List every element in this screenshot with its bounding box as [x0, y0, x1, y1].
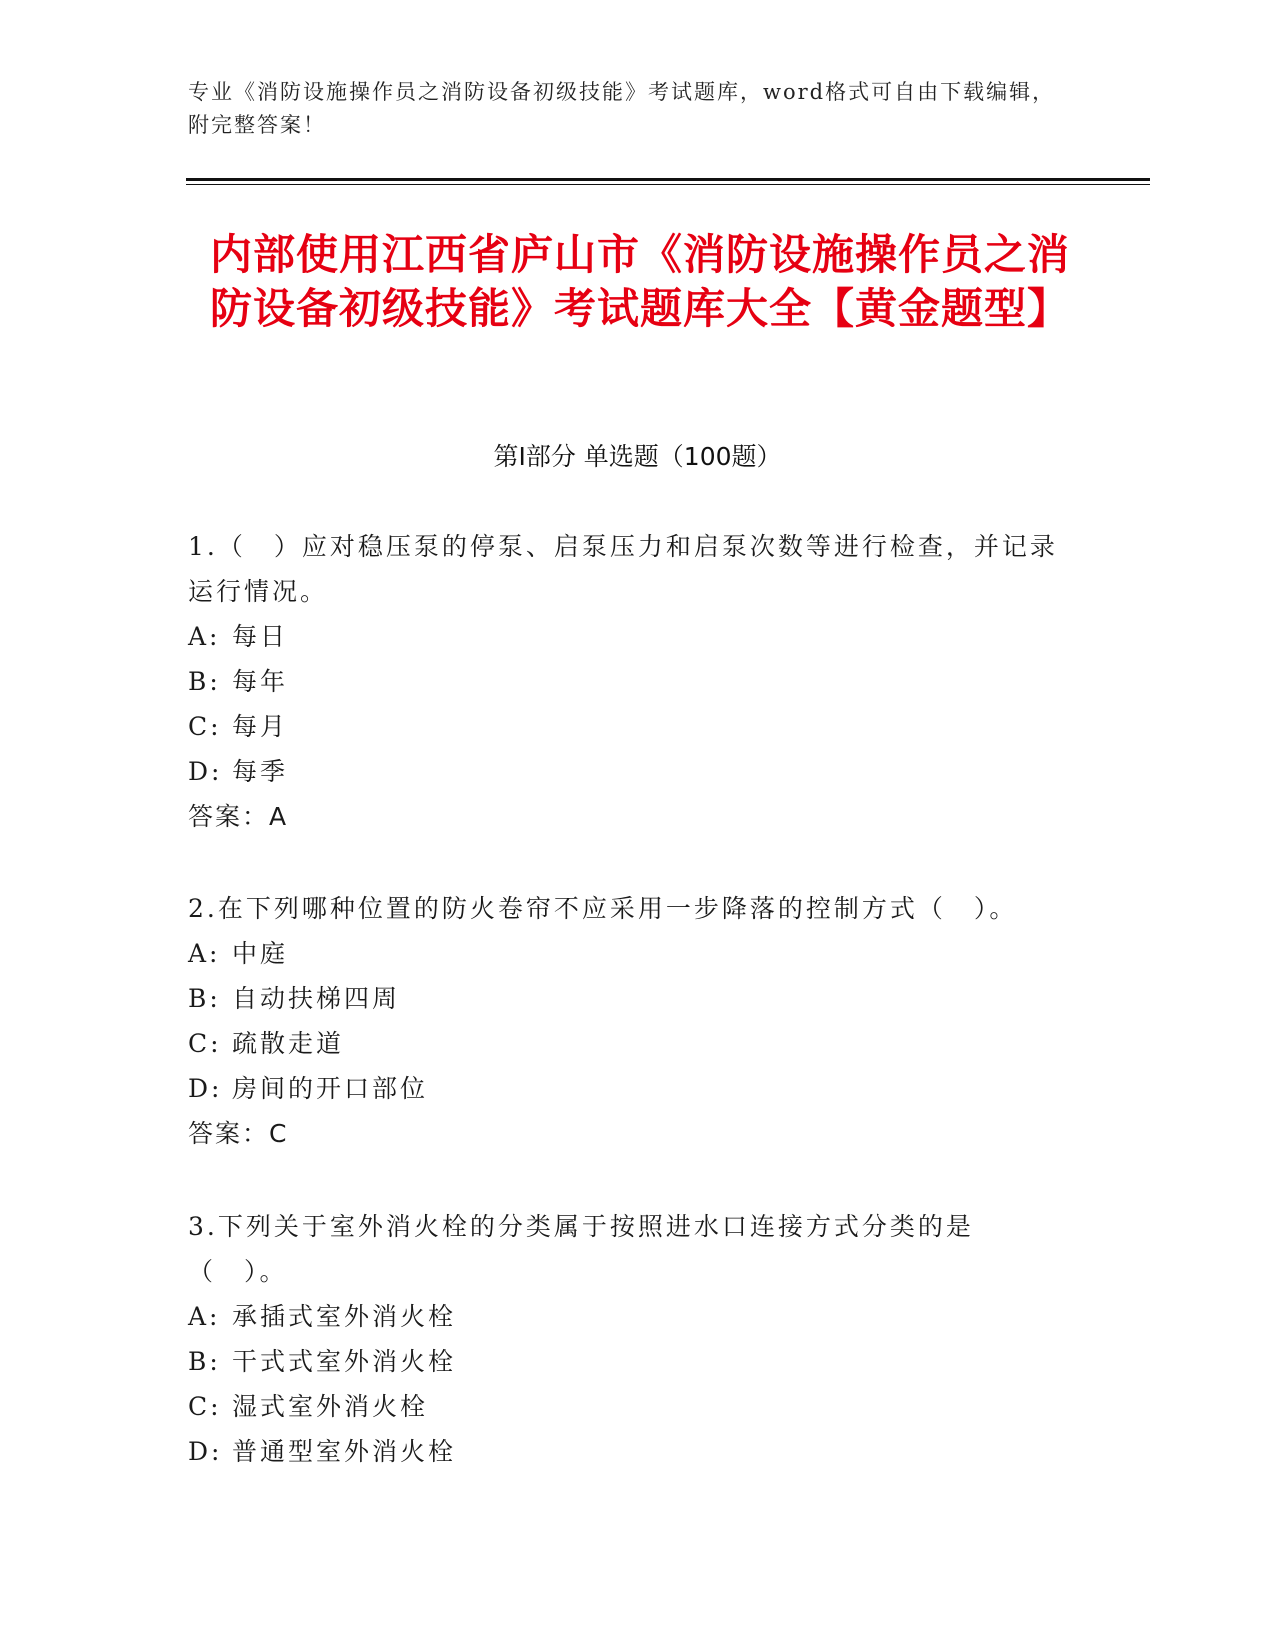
option-text: 干式式室外消火栓 [232, 1347, 457, 1376]
answer-label: 答案： [188, 802, 270, 831]
option-text: 湿式室外消火栓 [232, 1392, 429, 1421]
section-heading: 第I部分 单选题（100题） [493, 442, 782, 471]
option-key: A: [188, 1302, 221, 1331]
option-text: 自动扶梯四周 [232, 984, 401, 1013]
option-a [188, 931, 1068, 976]
header-note: 专业《消防设施操作员之消防设备初级技能》考试题库，word格式可自由下载编辑，附完整答案！ [188, 80, 1056, 137]
option-key: B: [188, 667, 221, 696]
answer-line [188, 1111, 1068, 1156]
option-key: A: [188, 939, 221, 968]
header-divider-thin [186, 184, 1150, 185]
question-stem: 3.下列关于室外消火栓的分类属于按照进水口连接方式分类的是（ ）。 [188, 1212, 974, 1286]
question-stem: 2.在下列哪种位置的防火卷帘不应采用一步降落的控制方式（ ）。 [188, 894, 1018, 923]
option-d [188, 1429, 1068, 1474]
question-3 [188, 1204, 1068, 1474]
option-key: C: [188, 712, 222, 741]
option-key: C: [188, 1029, 222, 1058]
option-text: 房间的开口部位 [232, 1074, 429, 1103]
option-c [188, 1384, 1068, 1429]
option-b [188, 976, 1068, 1021]
question-2 [188, 886, 1068, 1156]
option-text: 承插式室外消火栓 [232, 1302, 457, 1331]
option-text: 每月 [232, 712, 289, 741]
option-text: 每年 [232, 667, 289, 696]
option-key: A: [188, 622, 221, 651]
option-d [188, 749, 1068, 794]
option-key: C: [188, 1392, 222, 1421]
question-1 [188, 524, 1068, 839]
answer-label: 答案： [188, 1119, 270, 1148]
option-b [188, 659, 1068, 704]
option-key: B: [188, 984, 221, 1013]
option-key: D: [188, 1437, 223, 1466]
option-a [188, 1294, 1068, 1339]
document-title: 内部使用江西省庐山市《消防设施操作员之消防设备初级技能》考试题库大全【黄金题型】 [209, 230, 1070, 333]
answer-value: A [269, 802, 289, 831]
option-key: D: [188, 1074, 223, 1103]
answer-line [188, 794, 1068, 839]
header-divider-thick [186, 178, 1150, 181]
option-text: 疏散走道 [232, 1029, 345, 1058]
option-c [188, 1021, 1068, 1066]
option-text: 中庭 [232, 939, 289, 968]
question-stem: 1.（ ）应对稳压泵的停泵、启泵压力和启泵次数等进行检查，并记录运行情况。 [188, 532, 1058, 606]
option-a [188, 614, 1068, 659]
option-key: D: [188, 757, 223, 786]
option-c [188, 704, 1068, 749]
option-d [188, 1066, 1068, 1111]
option-key: B: [188, 1347, 221, 1376]
answer-value: C [269, 1119, 289, 1148]
option-text: 每季 [232, 757, 289, 786]
option-b [188, 1339, 1068, 1384]
option-text: 每日 [232, 622, 289, 651]
option-text: 普通型室外消火栓 [232, 1437, 457, 1466]
